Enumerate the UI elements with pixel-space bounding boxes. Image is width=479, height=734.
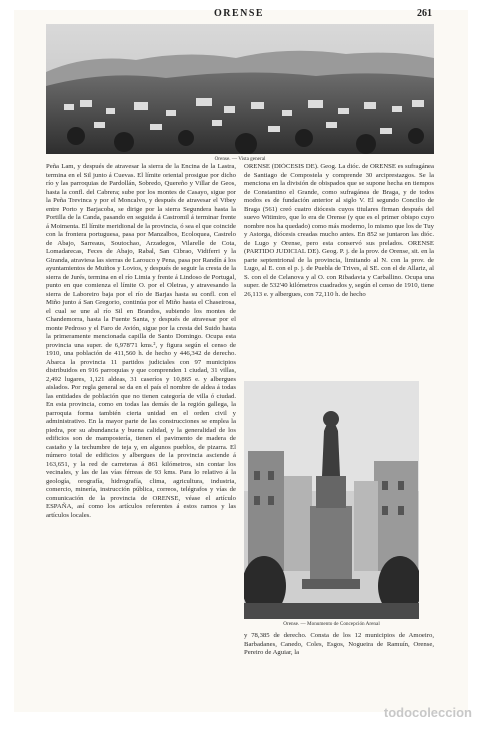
text-column-right-top <box>244 163 434 381</box>
text-column-left <box>46 163 236 585</box>
page-header <box>46 4 432 22</box>
left-column-text: Peña Lam, y después de atravesar la sierra de la Encina de la Lastra, termina en el Sil junto á Cuevas. El límite oriental prosigue por dicho río y las parroquias de Pardollán, Sobredo, Quereño y Villar de Geos, hasta la confl. del Cabrera; sube por los montes de Casayo, sigue por la Peña Trevinca y por el Moncalvo, y después de atravesar el Vibey entre Porto y Barjacoba, se dirige por la sierra Segundera hasta la Portilla de la Canda, pasando en seguida á Castromil á terminar frente á Moimenta. El límite meridional de la provincia, ó sea el que coincide con la frontera portuguesa, pasa por Manzalbos, Ecoloquea, Castrelo de Abajo, Sarreaus, Soutochao, Arzadegos, Vilarelle de Cota, Lomadarecas, Feces de Abajo, Rabal, San Cibrao, Vidiferri y la Giranda, atraviesa las sierras de Larouco y Pena, pasa por Randín á los ayuntamientos de Muiños y Lovios, y después de seguir la cresta de la sierra de Jurés, termina en el río Limia y frente á Lindoso de Portugal, punto en que comienza el límite O. por el Oleiras, y atravesando la sierra de Laboreiro baja por el río de Barjas hasta su confl. con el Miño junto á San Gregorio, continúa por el Miño hasta el Chaseirosa, el cual se une al río Sil en Brandos, subiendo los montes de Chandemorra, hasta la Fuente Santa, y después de atravesar por el monte Pedroso y el Faro de Avión, sigue por la cresta del Suido hasta la primeramente mencionada capilla de Santo Domingo. Ocupa esta provincia una super. de 6,978'71 kms.², y figura según el censo de 1910, una población de 411,560 h. de hecho y 446,342 de derecho. Abarca la provincia 11 partidos judiciales con 97 municipios distribuidos en 916 parroquias y que comprenden 1 ciudad, 31 villas, 2,492 lugares, 1,121 aldeas, 31 caseríos y 10,865 e. y albergues aislados. Por regla general se da en el país el nombre de aldea á todas las entidades de población que no tienen categoría de villa ó ciudad. En esta provincia, como en todas las demás de la región gallega, la parroquia forma también cierta unidad en el orden civil y administrativo. En la mayor parte de las construcciones se emplea la piedra, por su abundancia y buena calidad, y la generalidad de los edificios son de mampostería, tienen el pavimento de madera de castaño y la techumbre de teja y, en algunos pueblos, de pizarra. El número total de edificios y albergues de la provincia asciende á 163,651, y la red de carreteras á 861 kilómetros, sin contar los vecinales, y las de las vías férreas de 93 kms. Para lo relativo á la geología, orografía, hidrografía, clima, agricultura, industria, comercio, minería, instrucción pública, correos, telégrafos y vías de comunicación de la provincia de ORENSE, véase el artículo ESPAÑA, así como los artículos referentes á estos ramos y las artículos locales. <box>46 163 236 519</box>
right-column-text: ORENSE (DIÓCESIS DE). Geog. La dióc. de ORENSE es sufragánea de Santiago de Compostela y comprende 30 arciprestazgos. Se la menciona en la división de obispados que se supone hecha en tiempos de Constantino el Grande, como sufragánea de Braga, y de todos modos es de fundación anterior al siglo V. El segundo Concilio de Braga (561) creó cuatro diócesis cuyos titulares firman después del suevo Witimiro, que lo era de Orense (y que es el primer obispo cuyo nombre nos ha quedado) como más moderno, lo mismo que los de Tuy y Astorga, diócesis creadas mucho antes. En 852 se juntaron las dióc. de Lugo y Orense, pero esta conservó sus prelados. ORENSE (PARTIDO JUDICIAL DE). Geog. P. j. de la prov. de Orense, sit. en la parte septentrional de la provincia, limitando al N. con la prov. de Lugo, al E. con el p. j. de Puebla de Trives, al SE. con el de Allariz, al S. con el de Celanova y al O. con Ribadavia y Carballino. Ocupa una super. de 532'40 kilómetros cuadrados y, según el censo de 1910, tiene 26,113 e. y albergues, con 72,110 h. de hecho <box>244 163 434 298</box>
page-number: 261 <box>417 8 432 19</box>
panorama-photo <box>46 24 434 154</box>
page-title: ORENSE <box>213 8 265 19</box>
monument-photo <box>244 381 419 619</box>
right-column-continuation: y 78,385 de derecho. Consta de los 12 municipios de Amoeiro, Barbadanes, Canedo, Coles, Esgos, Nogueira de Ramuín, Orense, Pereiro de Aguiar, la <box>244 632 434 656</box>
panorama-caption: Orense. — Vista general <box>214 156 266 162</box>
watermark-logo: todocoleccion <box>383 705 472 720</box>
text-column-right-bottom <box>244 632 434 665</box>
monument-caption: Orense. — Monumento de Concepción Arenal <box>283 621 380 627</box>
